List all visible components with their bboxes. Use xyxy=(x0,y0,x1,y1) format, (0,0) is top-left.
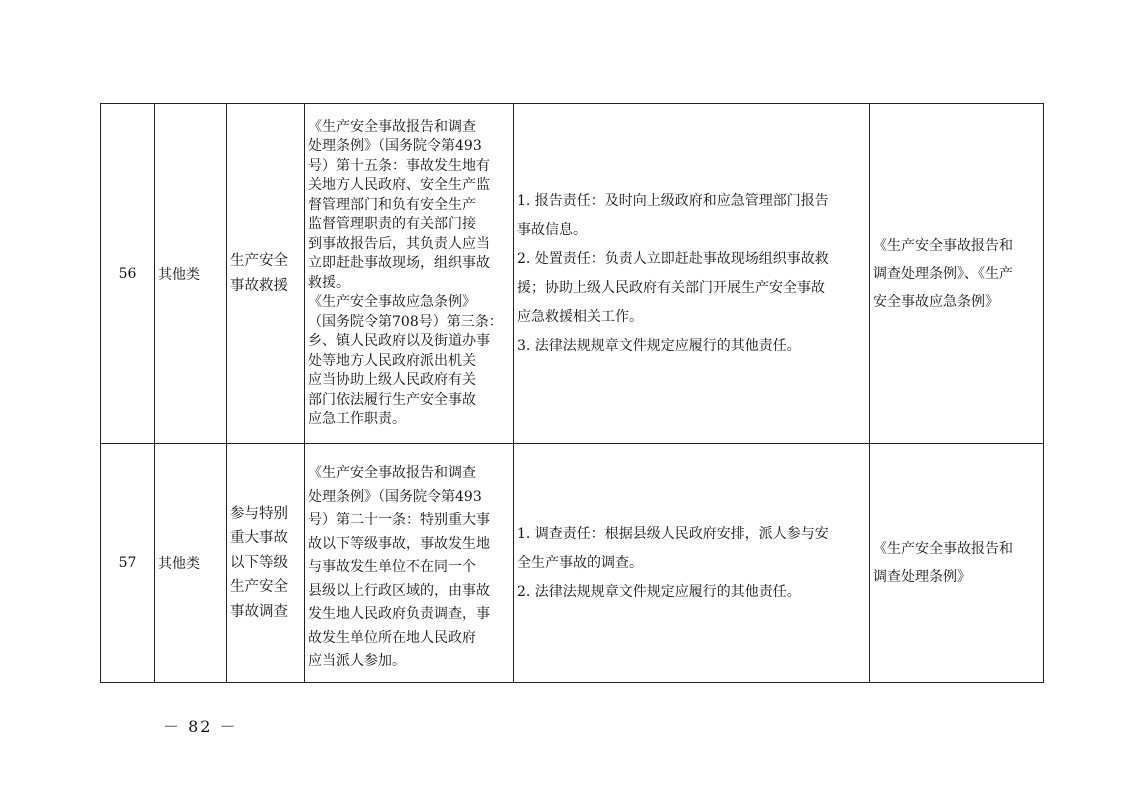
basis-line: 应急工作职责。 xyxy=(308,411,406,427)
basis-line: 关地方人民政府、安全生产监 xyxy=(308,177,490,193)
item-line: 生产安全 xyxy=(230,253,288,269)
responsibility-line: 全生产事故的调查。 xyxy=(517,554,643,571)
responsibility-line: 3. 法律法规规章文件规定应履行的其他责任。 xyxy=(517,337,801,354)
basis-line: 故以下等级事故，事故发生地 xyxy=(308,535,490,552)
item-line: 事故调查 xyxy=(230,603,288,620)
basis-line: 监督管理职责的有关部门接 xyxy=(308,216,476,232)
table-row xyxy=(101,104,1044,444)
basis-line: 《生产安全事故应急条例》 xyxy=(308,294,476,310)
responsibility-line: 应急救援相关工作。 xyxy=(517,308,643,325)
row-item-name xyxy=(227,104,305,444)
item-line: 参与特别 xyxy=(230,505,288,522)
row-number: 56 xyxy=(101,104,155,444)
basis-line: 故发生单位所在地人民政府 xyxy=(308,629,476,646)
basis-line: 处等地方人民政府派出机关 xyxy=(308,352,476,369)
basis-line: （国务院令第708号）第三条： xyxy=(308,313,503,330)
responsibility-line: 2. 法律法规规章文件规定应履行的其他责任。 xyxy=(517,583,801,600)
basis-line: 应当协助上级人民政府有关 xyxy=(308,372,476,388)
basis-line: 乡、镇人民政府以及街道办事 xyxy=(308,333,490,349)
responsibility-table xyxy=(100,103,1044,683)
item-line: 生产安全 xyxy=(230,579,288,596)
row-responsibilities xyxy=(514,444,870,683)
basis-line: 部门依法履行生产安全事故 xyxy=(308,391,476,408)
row-category: 其他类 xyxy=(155,444,227,683)
responsibility-line: 事故信息。 xyxy=(517,221,587,238)
basis-line: 处理条例》（国务院令第493 xyxy=(308,138,482,154)
law-line: 《生产安全事故报告和 xyxy=(873,541,1013,557)
item-line: 以下等级 xyxy=(230,554,288,571)
row-governing-law xyxy=(870,444,1044,683)
basis-line: 《生产安全事故报告和调查 xyxy=(308,118,476,135)
row-number: 57 xyxy=(101,444,155,683)
basis-line: 处理条例》（国务院令第493 xyxy=(308,488,482,505)
row-legal-basis xyxy=(305,104,514,444)
responsibility-line: 1. 报告责任：及时向上级政府和应急管理部门报告 xyxy=(517,192,829,209)
basis-line: 县级以上行政区域的，由事故 xyxy=(308,582,490,599)
law-line: 调查处理条例》、《生产 xyxy=(873,265,1013,282)
table-row xyxy=(101,444,1044,683)
law-line: 安全事故应急条例》 xyxy=(873,293,999,310)
basis-line: 号）第二十一条：特别重大事 xyxy=(308,512,490,529)
item-line: 事故救援 xyxy=(230,277,288,294)
law-line: 调查处理条例》 xyxy=(873,569,971,585)
row-legal-basis xyxy=(305,444,514,683)
law-line: 《生产安全事故报告和 xyxy=(873,237,1013,254)
basis-line: 救援。 xyxy=(308,274,350,291)
basis-line: 立即赶赴事故现场，组织事故 xyxy=(308,255,490,271)
row-responsibilities xyxy=(514,104,870,444)
row-category: 其他类 xyxy=(155,104,227,444)
basis-line: 应当派人参加。 xyxy=(308,653,406,670)
row-item-name xyxy=(227,444,305,683)
basis-line: 《生产安全事故报告和调查 xyxy=(308,465,476,482)
basis-line: 与事故发生单位不在同一个 xyxy=(308,559,476,576)
item-line: 重大事故 xyxy=(230,530,288,547)
responsibility-line: 2. 处置责任：负责人立即赶赴事故现场组织事故救 xyxy=(517,250,829,267)
page-number: － 82 － xyxy=(163,717,238,736)
basis-line: 发生地人民政府负责调查，事 xyxy=(308,606,490,623)
basis-line: 督管理部门和负有安全生产 xyxy=(308,196,476,213)
basis-line: 到事故报告后，其负责人应当 xyxy=(308,235,490,252)
responsibility-line: 1. 调查责任：根据县级人民政府安排，派人参与安 xyxy=(517,525,829,542)
responsibility-line: 援；协助上级人民政府有关部门开展生产安全事故 xyxy=(517,279,825,296)
row-governing-law xyxy=(870,104,1044,444)
basis-line: 号）第十五条：事故发生地有 xyxy=(308,157,490,174)
